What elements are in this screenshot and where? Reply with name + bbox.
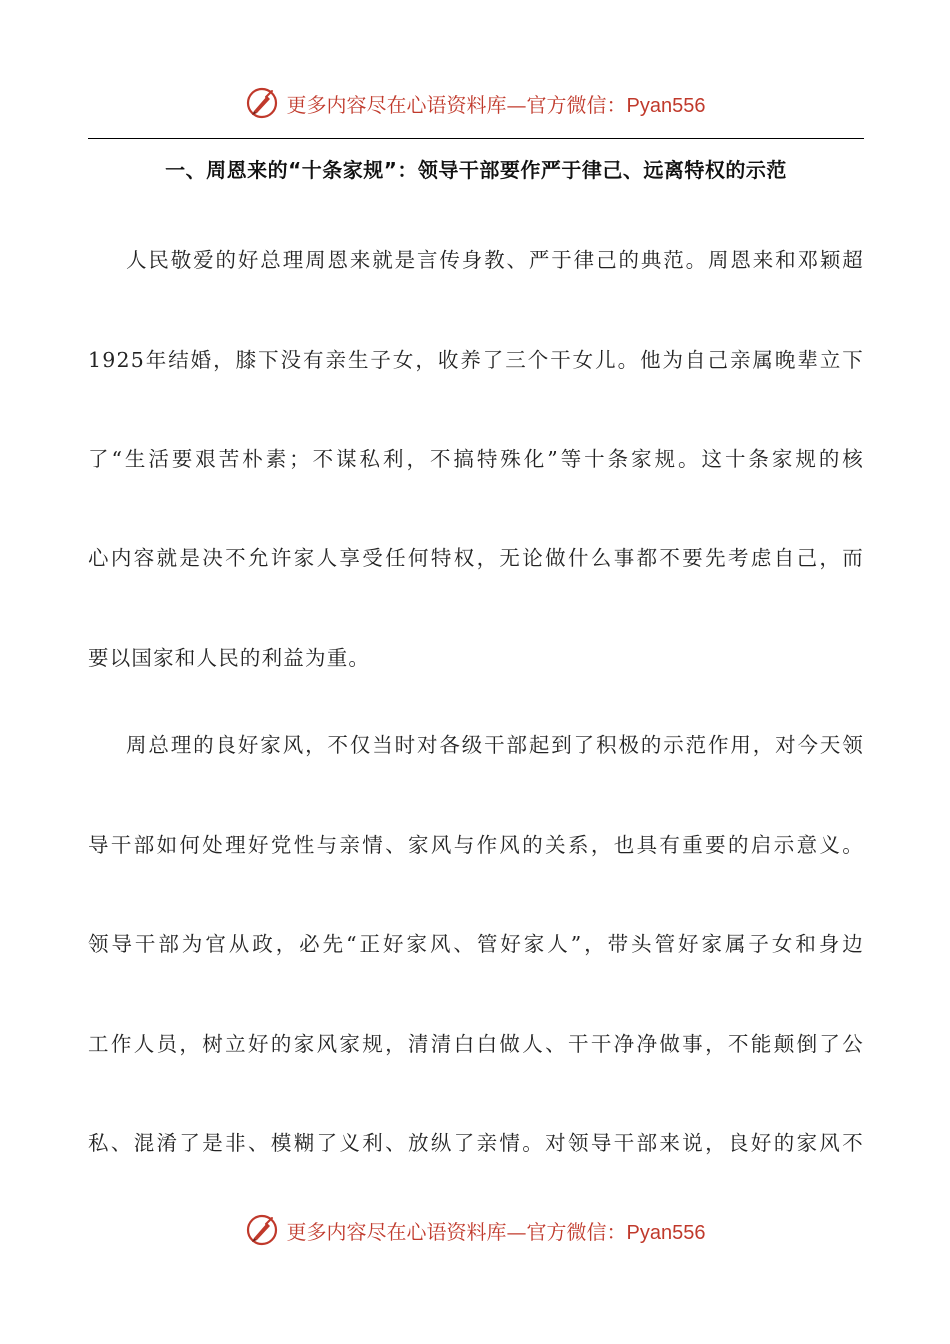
body-line: 工作人员，树立好的家风家规，清清白白做人、干干净净做事，不能颠倒了公: [88, 1032, 864, 1056]
body-line: 私、混淆了是非、模糊了义利、放纵了亲情。对领导干部来说，良好的家风不: [88, 1131, 864, 1155]
banner-suffix-text: 官方微信：: [526, 92, 627, 117]
banner-separator: —: [506, 1219, 527, 1244]
body-line: 了“生活要艰苦朴素；不谋私利，不搞特殊化”等十条家规。这十条家规的核: [88, 447, 864, 471]
body-line: 周总理的良好家风，不仅当时对各级干部起到了积极的示范作用，对今天领: [126, 733, 864, 757]
banner-suffix-text: 官方微信：: [526, 1219, 627, 1244]
banner-main-text: 更多内容尽在心语资料库: [286, 1219, 507, 1244]
section-heading: 一、周恩来的“十条家规”：领导干部要作严于律己、远离特权的示范: [165, 158, 787, 182]
body-line: 1925年结婚，膝下没有亲生子女，收养了三个干女儿。他为自己亲属晚辈立下: [88, 348, 864, 372]
header-banner: [0, 81, 950, 125]
body-line: 人民敬爱的好总理周恩来就是言传身教、严于律己的典范。周恩来和邓颖超: [126, 248, 864, 272]
pen-circle-logo-icon: [245, 1213, 279, 1247]
body-line: 心内容就是决不允许家人享受任何特权，无论做什么事都不要先考虑自己，而: [88, 546, 864, 570]
header-divider: [88, 138, 864, 139]
banner-main-text: 更多内容尽在心语资料库: [286, 92, 507, 117]
footer-banner: [0, 1208, 950, 1252]
body-line: 导干部如何处理好党性与亲情、家风与作风的关系，也具有重要的启示意义。: [88, 833, 864, 857]
body-line: 领导干部为官从政，必先“正好家风、管好家人”，带头管好家属子女和身边: [88, 932, 864, 956]
banner-text: [287, 89, 706, 118]
banner-text: [287, 1216, 706, 1245]
pen-circle-logo-icon: [245, 86, 279, 120]
banner-wechat-id: Pyan556: [626, 1221, 706, 1244]
body-line: 要以国家和人民的利益为重。: [88, 646, 371, 670]
banner-separator: —: [506, 92, 527, 117]
banner-wechat-id: Pyan556: [626, 94, 706, 117]
